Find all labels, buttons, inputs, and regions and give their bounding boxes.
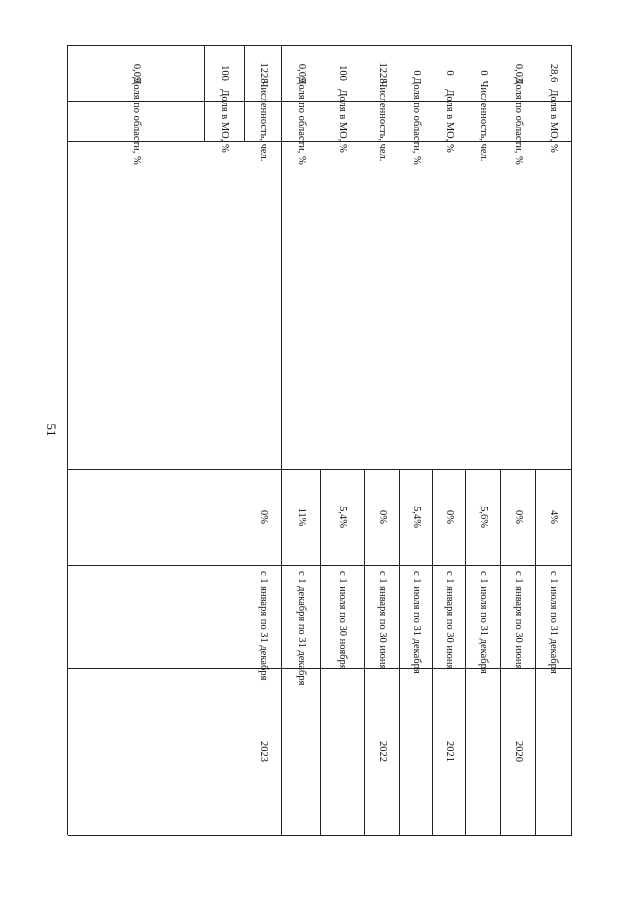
value-cell: 28,6 xyxy=(548,63,560,83)
metric-cell: Доля в МО, % xyxy=(548,89,560,153)
period-cell: с 1 января по 30 июня xyxy=(377,571,388,670)
index-percent-cell: 11% xyxy=(296,507,307,527)
year-cell: 2023 xyxy=(258,741,269,762)
metric-cell: Доля в МО, % xyxy=(219,89,231,153)
period-cell: с 1 декабря по 31 декабря xyxy=(296,571,307,686)
metric-cell: Доля по области, % xyxy=(411,77,422,165)
value-cell: 0,03 xyxy=(513,63,524,83)
metric-cell: Численность, чел. xyxy=(478,80,489,162)
period-cell: с 1 января по 30 июня xyxy=(444,571,455,670)
period-cell: с 1 января по 31 декабря xyxy=(258,571,269,681)
value-cell: 100 xyxy=(219,65,231,81)
metric-cell: Доля в МО, % xyxy=(444,89,455,153)
value-cell: 0 xyxy=(478,70,489,76)
value-cell: 1228 xyxy=(377,62,388,84)
metric-cell: Численность, чел. xyxy=(258,80,269,162)
metric-cell: Доля по области, % xyxy=(513,77,524,165)
period-cell: с 1 июля по 31 декабря xyxy=(548,571,560,674)
year-cell: 2020 xyxy=(513,741,524,762)
metric-cell: Доля в МО, % xyxy=(337,89,349,153)
value-cell: 1228 xyxy=(258,62,269,84)
metric-cell: Численность, чел. xyxy=(377,80,388,162)
year-cell: 2022 xyxy=(377,741,388,762)
index-percent-cell: 5,4% xyxy=(411,506,422,528)
metric-cell: Доля по области, % xyxy=(131,77,142,165)
period-cell: с 1 июля по 31 декабря xyxy=(478,571,489,674)
index-percent-cell: 0% xyxy=(444,510,455,524)
period-cell: с 1 января по 30 июня xyxy=(513,571,524,670)
index-percent-cell: 0% xyxy=(513,510,524,524)
period-cell: с 1 июля по 30 ноября xyxy=(337,571,349,670)
year-cell: 2021 xyxy=(444,741,455,762)
value-cell: 0 xyxy=(444,70,455,76)
rotated-table xyxy=(68,45,572,835)
index-percent-cell: 0% xyxy=(377,510,388,524)
index-percent-cell: 4% xyxy=(548,510,560,524)
value-cell: 0,09 xyxy=(296,63,307,83)
value-cell: 0,09 xyxy=(131,63,142,83)
value-cell: 0 xyxy=(411,70,422,76)
index-percent-cell: 0% xyxy=(258,510,269,524)
metric-cell: Доля по области, % xyxy=(296,77,307,165)
index-percent-cell: 5,6% xyxy=(478,506,489,528)
value-cell: 100 xyxy=(337,65,349,81)
index-percent-cell: 5,4% xyxy=(337,506,349,528)
page-number: 51 xyxy=(44,423,59,437)
period-cell: с 1 июля по 31 декабря xyxy=(411,571,422,674)
